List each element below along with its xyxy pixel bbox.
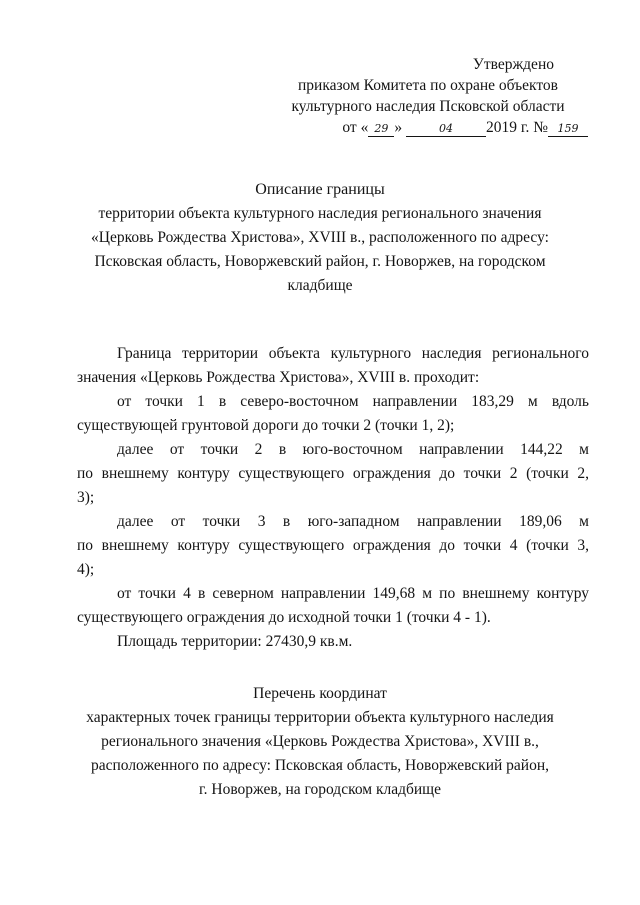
approval-issuer-line-2: культурного наследия Псковской области <box>291 98 565 115</box>
coordinates-heading: Перечень координат <box>253 685 387 702</box>
intro-line: значения «Церковь Рождества Христова», XVIII в. проходит: <box>77 369 480 386</box>
description-heading: Описание границы <box>255 181 385 198</box>
segment-1-line: от точки 1 в северо-восточном направлении 183,29 м вдоль <box>117 393 589 410</box>
segment-3-line: 4); <box>77 561 95 578</box>
date-year-label: 2019 г. № <box>485 119 548 136</box>
approval-date-line <box>268 117 588 138</box>
coordinates-title-line: расположенного по адресу: Псковская область, Новоржевский район, <box>90 757 550 774</box>
description-title <box>40 178 600 298</box>
intro-line: Граница территории объекта культурного наследия регионального <box>117 345 589 362</box>
coordinates-title-line: регионального значения «Церковь Рождества Христова», XVIII в., <box>101 733 539 750</box>
segment-3-line: далее от точки 3 в юго-западном направлении 189,06 м <box>117 513 589 530</box>
handwritten-order-number: 159 <box>548 122 588 137</box>
segment-2-line: 3); <box>77 489 95 506</box>
approval-issuer-line: приказом Комитета по охране объектов <box>297 77 558 94</box>
segment-2-line: по внешнему контуру существующего ограждения до точки 2 (точки 2, <box>77 465 589 482</box>
coordinates-title-line: характерных точек границы территории объекта культурного наследия <box>86 709 554 726</box>
coordinates-title <box>40 682 600 802</box>
date-prefix: от « <box>342 119 369 136</box>
description-title-line: территории объекта культурного наследия регионального значения <box>98 205 542 222</box>
description-title-line: Псковская область, Новоржевский район, г. Новоржев, на городском <box>94 253 546 270</box>
segment-2-line: далее от точки 2 в юго-восточном направлении 144,22 м <box>117 441 589 458</box>
segment-3-line: по внешнему контуру существующего ограждения до точки 4 (точки 3, <box>77 537 589 554</box>
handwritten-day: 29 <box>368 122 394 137</box>
segment-4-line: существующего ограждения до исходной точки 1 (точки 4 - 1). <box>77 609 491 626</box>
boundary-description <box>77 342 589 654</box>
description-title-line: кладбище <box>287 277 353 294</box>
handwritten-month: 04 <box>406 122 486 137</box>
segment-4-line: от точки 4 в северном направлении 149,68 м по внешнему контуру <box>117 585 589 602</box>
date-quote-close: » <box>394 119 403 136</box>
area-line: Площадь территории: 27430,9 кв.м. <box>117 633 353 650</box>
approval-heading: Утверждено <box>472 56 554 73</box>
segment-1-line: существующей грунтовой дороги до точки 2 (точки 1, 2); <box>77 417 455 434</box>
coordinates-title-line: г. Новоржев, на городском кладбище <box>199 781 441 798</box>
description-title-line: «Церковь Рождества Христова», XVIII в., расположенного по адресу: <box>91 229 549 246</box>
approval-block <box>268 54 588 138</box>
